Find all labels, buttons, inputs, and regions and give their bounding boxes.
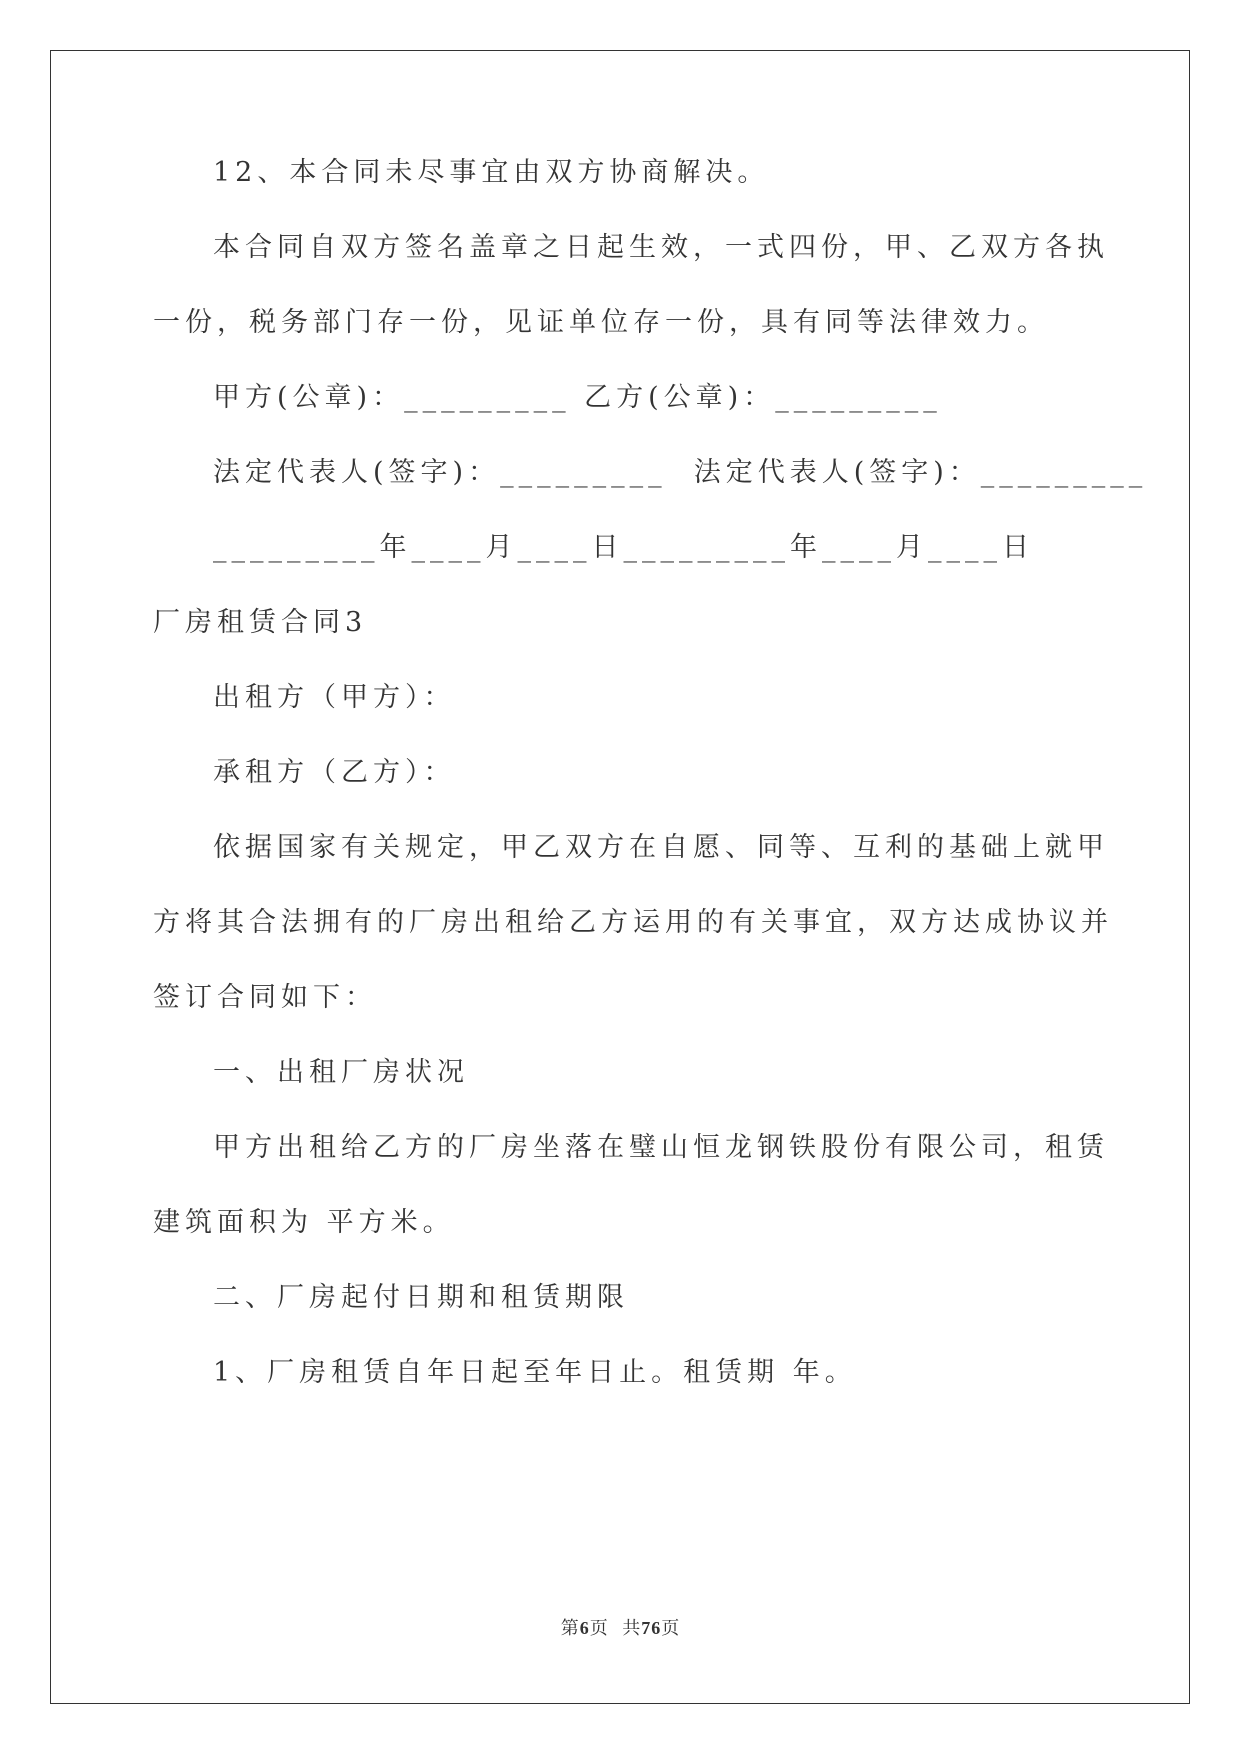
- section-2-heading: 二、厂房起付日期和租赁期限: [213, 1282, 629, 1313]
- section-1-heading: 一、出租厂房状况: [213, 1057, 469, 1088]
- footer-page-number: 6: [579, 1618, 590, 1638]
- preamble-line-1: 依据国家有关规定，甲乙双方在自愿、同等、互利的基础上就甲: [213, 832, 1109, 863]
- page-footer: [0, 1614, 1241, 1640]
- footer-total-pages: 76: [641, 1618, 662, 1638]
- section-1-text-line-1: 甲方出租给乙方的厂房坐落在璧山恒龙钢铁股份有限公司，租赁: [213, 1132, 1109, 1163]
- section-1-text-line-2: 建筑面积为 平方米。: [153, 1207, 455, 1238]
- lessee-line: 承租方（乙方）：: [213, 757, 456, 788]
- date-line: _________年____月____日_________年____月____日: [213, 532, 1034, 563]
- contract-title: 厂房租赁合同3: [153, 607, 368, 638]
- footer-suffix: 页: [661, 1618, 681, 1639]
- effective-clause-line-2: 一份，税务部门存一份，见证单位存一份，具有同等法律效力。: [153, 307, 1049, 338]
- lessor-line: 出租方（甲方）：: [213, 682, 456, 713]
- party-seal-line: 甲方(公章)：_________ 乙方(公章)：_________: [213, 382, 942, 413]
- footer-prefix: 第: [560, 1618, 580, 1639]
- legal-representative-line: 法定代表人(签字)：_________ 法定代表人(签字)：_________: [213, 457, 1148, 488]
- section-2-clause-1: 1、厂房租赁自年日起至年日止。租赁期 年。: [213, 1357, 857, 1388]
- preamble-line-2: 方将其合法拥有的厂房出租给乙方运用的有关事宜，双方达成协议并: [153, 907, 1113, 938]
- footer-middle: 页 共: [589, 1618, 642, 1639]
- preamble-line-3: 签订合同如下：: [153, 982, 377, 1013]
- effective-clause-line-1: 本合同自双方签名盖章之日起生效，一式四份，甲、乙双方各执: [213, 232, 1109, 263]
- clause-12: 12、本合同未尽事宜由双方协商解决。: [213, 157, 770, 188]
- page-border: [50, 50, 1190, 1704]
